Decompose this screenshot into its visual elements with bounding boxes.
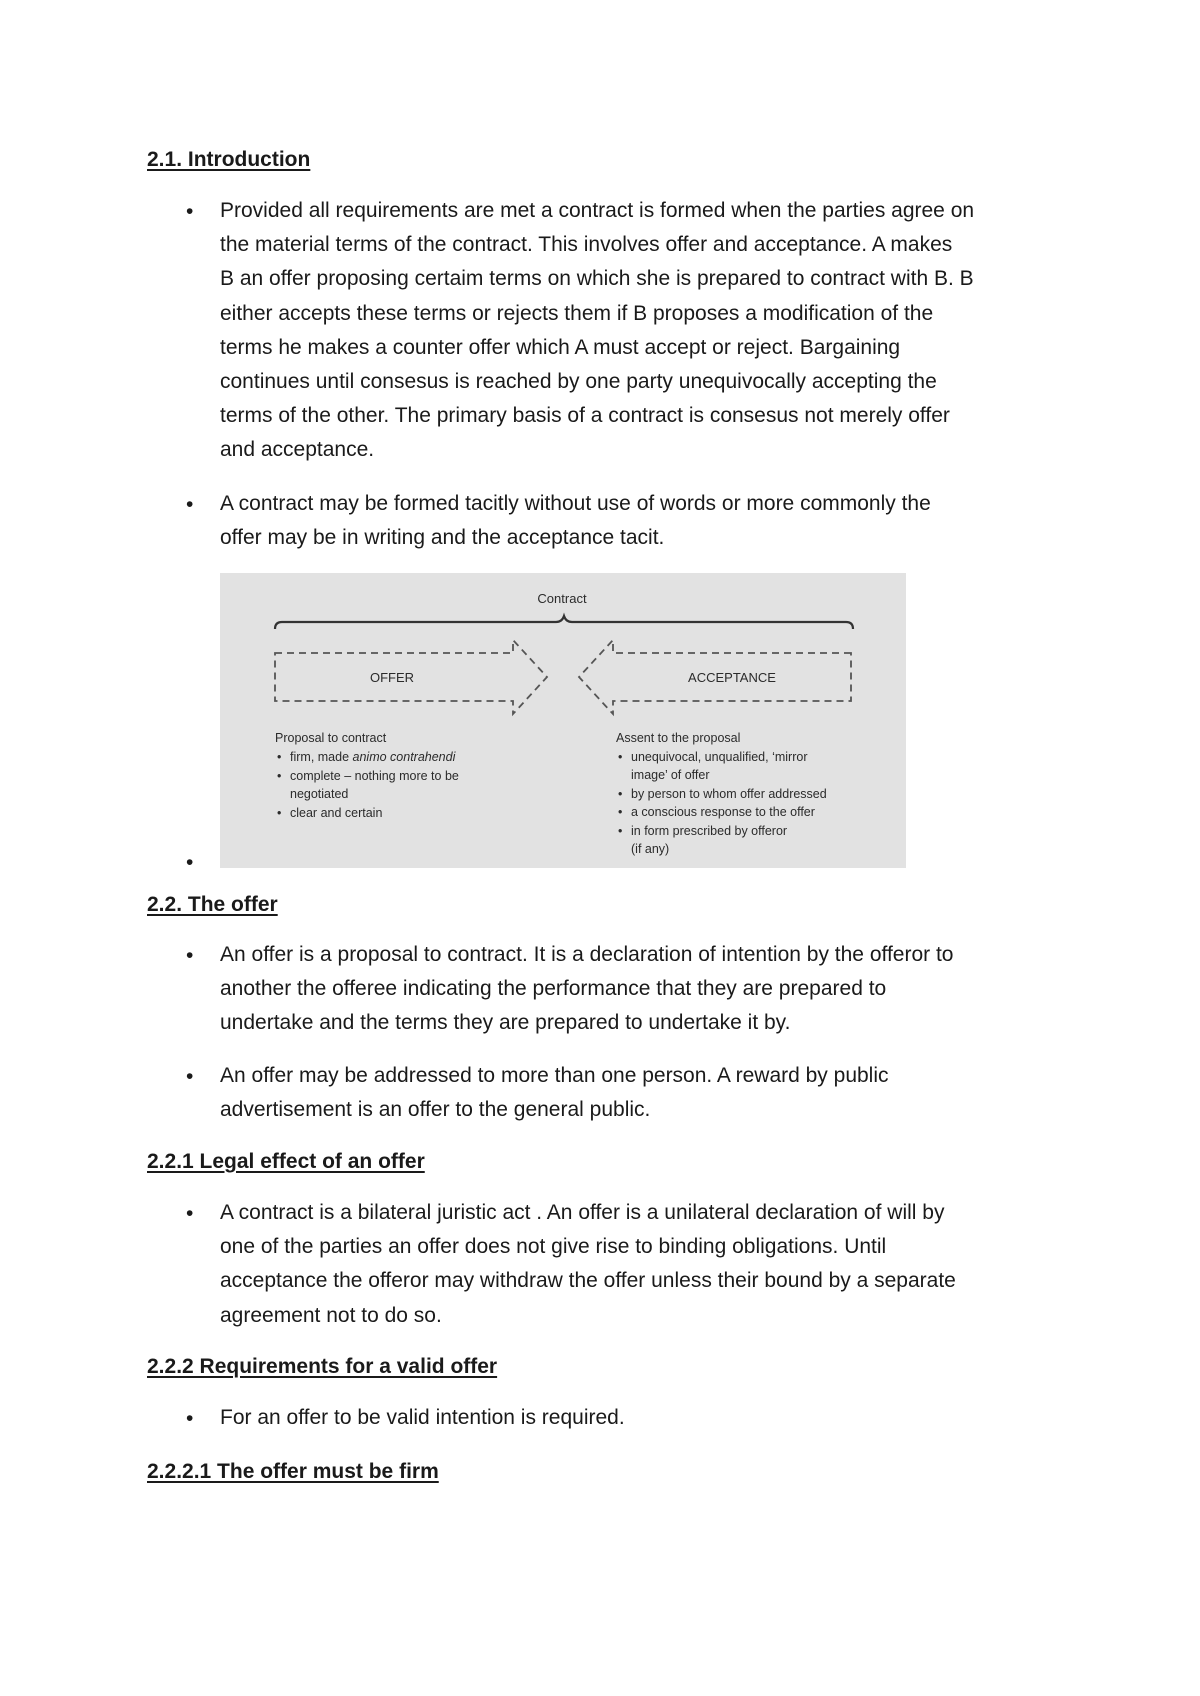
bullet-marker: • [186,493,194,516]
bullet-marker: • [186,1202,194,1225]
text-line: either accepts these terms or rejects them if B proposes a modification of the [220,301,934,325]
text-line: Provided all requirements are met a contract is formed when the parties agree on [220,199,975,222]
offer-item-firm [290,750,457,764]
acc-item-form-cont: (if any) [631,842,670,856]
acc-item-unequivocal-cont: image’ of offer [631,768,710,782]
text-line: the material terms of the contract. This involves offer and acceptance. A makes [220,233,953,257]
text-line: An offer is a proposal to contract. It is a declaration of intention by the offeror to [220,943,954,966]
bullet-marker: • [186,1065,194,1088]
text-line: terms he makes a counter offer which A must accept or reject. Bargaining [220,335,901,359]
offer-item-text: firm, made [290,750,353,764]
text-line: A contract is a bilateral juristic act . An offer is a unilateral declaration of will by [220,1201,945,1224]
bullet-marker: • [618,805,623,819]
offer-paragraph-1 [220,938,1080,1041]
offer-label: OFFER [369,670,415,685]
text-line: An offer may be addressed to more than one person. A reward by public [220,1064,889,1087]
bullet-marker: • [186,944,194,967]
text-line: one of the parties an offer does not give rise to binding obligations. Until [220,1235,887,1259]
heading-the-offer: 2.2. The offer [147,893,278,916]
offer-heading: Proposal to contract [275,731,387,745]
acceptance-label: ACCEPTANCE [688,670,776,685]
text-line: For an offer to be valid intention is required. [220,1406,625,1429]
bullet-marker: • [186,1407,194,1430]
acc-item-person: by person to whom offer addressed [631,787,827,801]
text-line: and acceptance. [220,438,375,462]
acc-item-conscious: a conscious response to the offer [631,805,815,819]
text-line: advertisement is an offer to the general public. [220,1098,651,1122]
text-line: agreement not to do so. [220,1303,442,1327]
offer-item-clear: clear and certain [290,806,383,820]
offer-item-italic: animo contrahendi [352,750,456,764]
legal-effect-paragraph [220,1196,1080,1333]
offer-acceptance-diagram [220,573,906,868]
bullet-marker: • [618,824,623,838]
acc-item-unequivocal: unequivocal, unqualified, ‘mirror [631,750,808,764]
bullet-marker: • [186,200,194,223]
intro-paragraph-1 [220,194,1080,468]
bullet-marker: • [277,769,282,783]
text-line: terms of the other. The primary basis of a contract is consesus not merely offer [220,404,950,428]
text-line: A contract may be formed tacitly without use of words or more commonly the [220,492,931,515]
requirements-paragraph [220,1401,1080,1435]
offer-item-complete-cont: negotiated [290,787,349,801]
heading-legal-effect: 2.2.1 Legal effect of an offer [147,1150,425,1173]
bullet-marker: • [618,750,623,764]
acceptance-heading: Assent to the proposal [616,731,741,745]
acc-item-form: in form prescribed by offeror [631,824,788,838]
bullet-marker: • [277,750,282,764]
bullet-marker: • [186,851,194,874]
heading-requirements: 2.2.2 Requirements for a valid offer [147,1355,498,1378]
heading-introduction: 2.1. Introduction [147,148,311,171]
offer-paragraph-2 [220,1059,1080,1127]
text-line: acceptance the offeror may withdraw the offer unless their bound by a separate [220,1269,956,1293]
intro-paragraph-2 [220,487,1080,555]
diagram-svg [220,573,906,868]
text-line: continues until consesus is reached by one party unequivocally accepting the [220,370,937,394]
text-line: another the offeree indicating the performance that they are prepared to [220,977,887,1001]
text-line: undertake and the terms they are prepared to undertake it by. [220,1011,791,1035]
text-line: B an offer proposing certaim terms on which she is prepared to contract with B. B [220,267,974,291]
bullet-marker: • [618,787,623,801]
text-line: offer may be in writing and the acceptance tacit. [220,526,665,550]
bullet-marker: • [277,806,282,820]
diagram-title: Contract [537,591,587,606]
contract-brace [275,616,853,629]
offer-item-complete: complete – nothing more to be [290,769,459,783]
heading-offer-firm: 2.2.2.1 The offer must be firm [147,1460,439,1483]
